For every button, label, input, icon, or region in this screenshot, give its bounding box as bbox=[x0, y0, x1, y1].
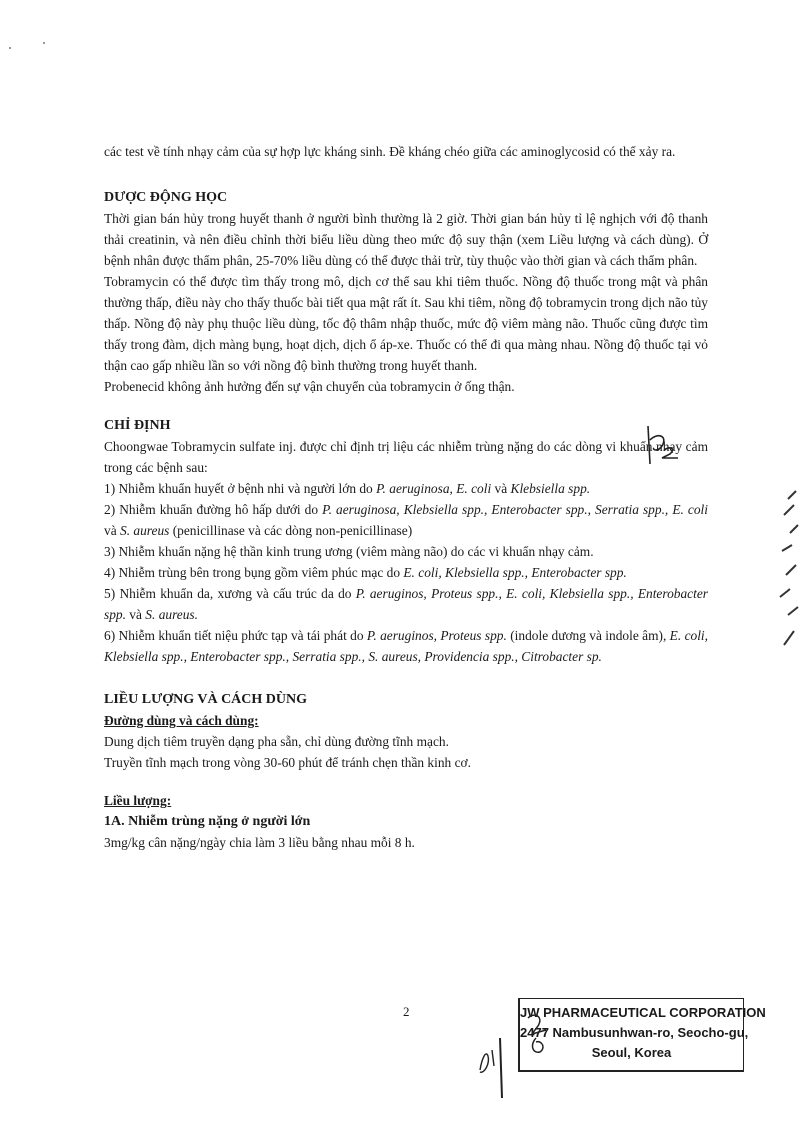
intro-paragraph: các test về tính nhạy cảm của sự hợp lực kháng sinh. Đề kháng chéo giữa các aminoglycosid có thể xảy ra. bbox=[104, 144, 676, 159]
indication-item-4: 4) Nhiễm trùng bên trong bụng gồm viêm phúc mạc do E. coli, Klebsiella spp., Enterobacter spp. bbox=[104, 565, 627, 580]
pk-paragraph-3: Probenecid không ảnh hưởng đến sự vận chuyển của tobramycin ở ống thận. bbox=[104, 379, 515, 394]
pk-paragraph-1: Thời gian bán hủy trong huyết thanh ở người bình thường là 2 giờ. Thời gian bán hủy tỉ lệ nghịch với độ thanh thải creatinin, và nên điều chỉnh thời biểu liều dùng theo mức độ suy thận (xem Liều lượng và cách dùng). Ở bệnh nhân được thẩm phân, 25-70% liều dùng có thể được thải trừ, tùy thuộc vào thời gian và cách thẩm phân. bbox=[104, 211, 708, 268]
indication-item-5: 5) Nhiễm khuẩn da, xương và cấu trúc da do P. aeruginos, Proteus spp., E. coli, Klebsiella spp., Enterobacter spp. và S. aureus. bbox=[104, 586, 708, 622]
page-number: 2 bbox=[403, 1004, 410, 1019]
section-lieu-luong bbox=[104, 689, 708, 853]
scan-specks bbox=[6, 40, 50, 60]
indication-item-1: 1) Nhiễm khuẩn huyết ở bệnh nhi và người lớn do P. aeruginosa, E. coli và Klebsiella spp. bbox=[104, 481, 591, 496]
section-chi-dinh bbox=[104, 415, 708, 667]
stamp-overwrite-signature bbox=[524, 1008, 558, 1062]
document-body bbox=[104, 141, 708, 853]
stamp-line-3: Seoul, Korea bbox=[591, 1045, 672, 1060]
indication-item-6: 6) Nhiễm khuẩn tiết niệu phức tạp và tái phát do P. aeruginos, Proteus spp. (indole dương và indole âm), E. coli, Klebsiella spp., Enterobacter spp., Serratia spp., S. aureus, Providencia spp., Citrobacter sp. bbox=[104, 628, 708, 664]
indication-intro: Choongwae Tobramycin sulfate inj. được chỉ định trị liệu các nhiễm trùng nặng do các dòng vi khuẩn nhạy cảm trong các bệnh sau: bbox=[104, 439, 708, 475]
heading-duoc-dong-hoc: DƯỢC ĐỘNG HỌC bbox=[104, 190, 228, 205]
handwritten-signature bbox=[470, 1020, 530, 1100]
route-line-1: Dung dịch tiêm truyền dạng pha sẵn, chỉ dùng đường tĩnh mạch. bbox=[104, 734, 449, 749]
dose-1a-heading: 1A. Nhiễm trùng nặng ở người lớn bbox=[104, 814, 311, 829]
stamp-line-1: JW PHARMACEUTICAL CORPORATION bbox=[520, 1005, 766, 1020]
route-line-2: Truyền tĩnh mạch trong vòng 30-60 phút để tránh chẹn thần kinh cơ. bbox=[104, 755, 471, 770]
section-duoc-dong-hoc bbox=[104, 187, 708, 397]
dose-subheading: Liều lượng: bbox=[104, 793, 172, 808]
indication-item-3: 3) Nhiễm khuẩn nặng hệ thần kinh trung ương (viêm màng não) do các vi khuẩn nhạy cảm. bbox=[104, 544, 594, 559]
heading-chi-dinh: CHỈ ĐỊNH bbox=[104, 418, 171, 433]
edge-stamp-fragment bbox=[770, 485, 800, 655]
stamp-line-2: 2477 Nambusunhwan-ro, Seocho-gu, bbox=[520, 1025, 749, 1040]
handwritten-initial-mark bbox=[640, 418, 684, 470]
pk-paragraph-2: Tobramycin có thể được tìm thấy trong mô, dịch cơ thể sau khi tiêm thuốc. Nồng độ thuốc trong mật và phân thường thấp, điều này cho thấy thuốc bài tiết qua mật rất ít. Sau khi tiêm, nồng độ tobramycin trong dịch não tủy thấp. Nồng độ này phụ thuộc liều dùng, tốc độ thâm nhập thuốc, mức độ viêm màng não. Thuốc cũng được tìm thấy trong đàm, dịch màng bụng, hoạt dịch, dịch ổ áp-xe. Thuốc có thể đi qua màng nhau. Nồng độ thuốc tại vỏ thận cao gấp nhiều lần so với nồng độ bình thường trong huyết thanh. bbox=[104, 274, 708, 373]
route-subheading: Đường dùng và cách dùng: bbox=[104, 713, 259, 728]
indication-item-2: 2) Nhiễm khuẩn đường hô hấp dưới do P. aeruginosa, Klebsiella spp., Enterobacter spp., Serratia spp., E. coli và S. aureus (penicillinase và các dòng non-penicillinase) bbox=[104, 502, 708, 538]
heading-lieu-luong: LIỀU LƯỢNG VÀ CÁCH DÙNG bbox=[104, 692, 308, 707]
dose-1a-text: 3mg/kg cân nặng/ngày chia làm 3 liều bằng nhau mỗi 8 h. bbox=[104, 835, 415, 850]
